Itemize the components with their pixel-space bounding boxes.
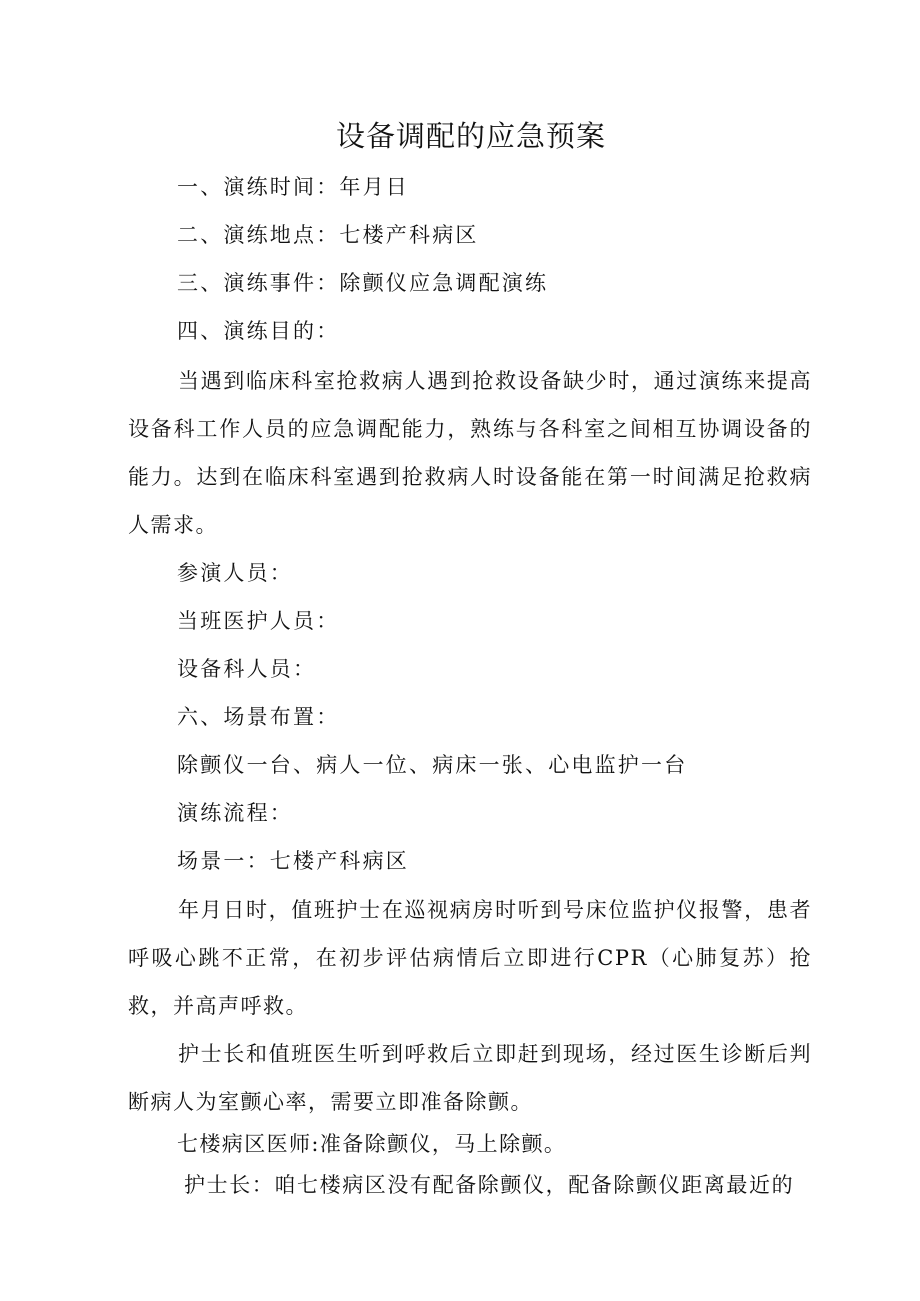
equipment-staff-label: 设备科人员： <box>177 657 317 681</box>
dialogue-doctor: 七楼病区医师:准备除颤仪，马上除颤。 <box>177 1132 567 1156</box>
scene-one-heading: 场景一：七楼产科病区 <box>177 849 409 873</box>
medical-staff-label: 当班医护人员： <box>177 609 340 633</box>
purpose-paragraph: 当遇到临床科室抢救病人遇到抢救设备缺少时，通过演练来提高设备科工作人员的应急调配能力，熟练与各科室之间相互协调设备的能力。达到在临床科室遇到抢救病人时设备能在第一时间满足抢救病人需求。 <box>128 369 812 537</box>
participants-label: 参演人员： <box>177 561 293 585</box>
dialogue-head-nurse: 护士长：咱七楼病区没有配备除颤仪，配备除颤仪距离最近的 <box>184 1173 795 1197</box>
drill-location: 二、演练地点：七楼产科病区 <box>177 223 479 247</box>
document-title: 设备调配的应急预案 <box>335 119 606 153</box>
drill-event: 三、演练事件：除颤仪应急调配演练 <box>177 271 549 295</box>
process-label: 演练流程： <box>177 801 293 825</box>
narrative-paragraph-1: 年月日时，值班护士在巡视病房时听到号床位监护仪报警，患者呼吸心跳不正常，在初步评估病情后立即进行CPR（心肺复苏）抢救，并高声呼救。 <box>128 898 812 1018</box>
drill-time: 一、演练时间：年月日 <box>177 175 409 199</box>
scene-items: 除颤仪一台、病人一位、病床一张、心电监护一台 <box>177 753 688 777</box>
narrative-paragraph-2: 护士长和值班医生听到呼救后立即赶到现场，经过医生诊断后判断病人为室颤心率，需要立即准备除颤。 <box>128 1042 812 1114</box>
scene-heading: 六、场景布置： <box>177 705 340 729</box>
purpose-heading: 四、演练目的： <box>177 319 340 343</box>
